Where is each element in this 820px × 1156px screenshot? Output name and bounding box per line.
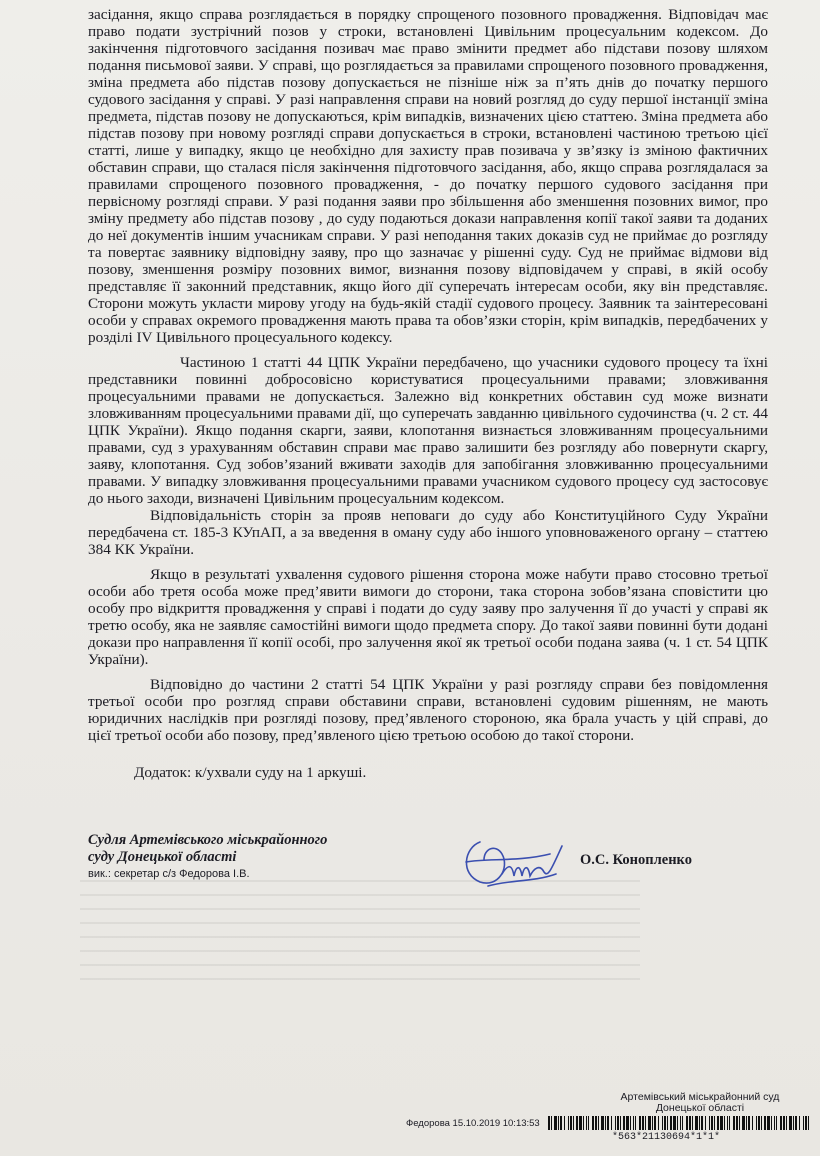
barcode-bar <box>705 1116 706 1130</box>
barcode-bar <box>633 1116 634 1130</box>
document-body <box>88 6 768 781</box>
bleed-through-shadow <box>80 880 640 990</box>
barcode-bar <box>605 1116 606 1130</box>
court-stamp-line-1: Артемівський міськрайонний суд <box>620 1091 780 1103</box>
barcode-bar <box>767 1116 770 1130</box>
barcode-text: *563*21130694*1*1* <box>612 1132 721 1143</box>
barcode-bar <box>583 1116 584 1130</box>
handwritten-signature <box>458 828 568 894</box>
barcode-bar <box>652 1116 653 1130</box>
barcode-bar <box>564 1116 565 1130</box>
registration-stamp: Федорова 15.10.2019 10:13:53 <box>406 1118 540 1129</box>
barcode-bar <box>742 1116 745 1130</box>
barcode-bar <box>746 1116 747 1130</box>
paragraph-2: Частиною 1 статті 44 ЦПК України передбачено, що учасники судового процесу та їхні представники повинні добросовісно користуватися процесуальними правами; зловживання процесуальними правами не допускається. Залежно від конкретних обставин суд може визнати зловживанням процесуальними правами дії, що суперечать завданню цивільного судочинства (ч. 2 ст. 44 ЦПК України). Якщо подання скарги, заяви, клопотання визнається зловживанням процесуальними правами, суд з урахуванням обставин справи має право залишити без розгляду або повернути скаргу, заяву, клопотання. Суд зобов’язаний вживати заходів для запобігання зловживанню процесуальними правами. У випадку зловживання процесуальними правами учасником судового процесу суд застосовує до нього заходи, визначені Цивільним процесуальним кодексом. <box>88 354 768 507</box>
barcode-bar <box>805 1116 807 1130</box>
barcode-bar <box>758 1116 760 1130</box>
barcode-bar <box>573 1116 574 1130</box>
barcode-bar <box>699 1116 700 1130</box>
barcode-bar <box>692 1116 693 1130</box>
judge-title-line-1: Судля Артемівського міськрайонного <box>88 832 328 848</box>
judge-title <box>88 832 327 866</box>
barcode-bar <box>789 1116 792 1130</box>
barcode-bar <box>654 1116 656 1130</box>
barcode-bar <box>748 1116 750 1130</box>
barcode-bar <box>701 1116 703 1130</box>
barcode-bar <box>662 1116 663 1130</box>
court-stamp <box>590 1092 810 1114</box>
barcode-bar <box>568 1116 569 1130</box>
barcode-bar <box>689 1116 691 1130</box>
paragraph-1: засідання, якщо справа розглядається в порядку спрощеного позовного провадження. Відповідач має право подати зустрічний позов у строки, встановлені Цивільним процесуальним кодексом. До закінчення підготовчого засідання позивач має право змінити предмет або підстави позову шляхом подання письмової заяви. У справі, що розглядається за правилами спрощеного позовного провадження, зміна предмета або підстав позову допускається не пізніше ніж за п’ять днів до початку першого судового засідання у справі. У разі направлення справи на новий розгляд до суду першої інстанції зміна предмета, підстав позову не допускаються, крім випадків, визначених цією статтею. Зміна предмета або підстав позову при новому розгляді справи допускається в строки, встановлені частиною третьою цієї статті, лише у випадку, якщо це необхідно для захисту прав позивача у зв’язку із зміною фактичних обставин справи, що сталася після закінчення підготовчого засідання, або, якщо справа розглядалася за правилами спрощеного позовного провадження, - до початку першого судового засідання при первісному розгляді справи. У разі подання заяви про збільшення або зменшення позовних вимог, про зміну предмету або підстав позову , до суду подаються докази направлення копії такої заяви та доданих до неї документів іншим учасникам справи. У разі неподання таких доказів суд не приймає до розгляду та повертає заявнику відповідну заяву, про що зазначає у рішенні суду. Суд не приймає відмови від позову, зменшення розміру позовних вимог, визнання позову відповідачем у справі, в якій особу представляє її законний представник, якщо його дії суперечать інтересам особи, яку він представляє. Сторони можуть укласти мирову угоду на будь-якій стадії судового процесу. Заявник та заінтересовані особи у справах окремого провадження мають права та обов’язки сторін, крім випадків, передбачених у розділі IV Цивільного процесуального кодексу. <box>88 6 768 346</box>
barcode-bar <box>776 1116 777 1130</box>
barcode-bar <box>682 1116 683 1130</box>
barcode-bar <box>717 1116 719 1130</box>
barcode-bar <box>548 1116 550 1130</box>
barcode-bar <box>611 1116 612 1130</box>
barcode-bar <box>623 1116 625 1130</box>
barcode-bar <box>598 1116 599 1130</box>
barcode-bar <box>576 1116 578 1130</box>
barcode-bar <box>615 1116 616 1130</box>
barcode-bar <box>620 1116 621 1130</box>
barcode-bar <box>780 1116 782 1130</box>
barcode-bar <box>677 1116 678 1130</box>
barcode-bar <box>736 1116 738 1130</box>
secretary-note: вик.: секретар с/з Федорова І.В. <box>88 868 250 880</box>
barcode-bar <box>595 1116 597 1130</box>
barcode-bar <box>554 1116 557 1130</box>
barcode-bar <box>786 1116 787 1130</box>
barcode-bar <box>724 1116 725 1130</box>
signature-block <box>88 832 768 892</box>
barcode-bar <box>714 1116 715 1130</box>
barcode-bar <box>764 1116 766 1130</box>
barcode-bar <box>570 1116 572 1130</box>
barcode-bar <box>617 1116 619 1130</box>
barcode-bar <box>680 1116 681 1130</box>
barcode-bar <box>607 1116 609 1130</box>
paragraph-5: Відповідно до частини 2 статті 54 ЦПК України у разі розгляду справи без повідомлення третьої особи про розгляд справи обставини справи, встановлені судовим рішенням, не мають юридичних наслідків при розгляді позову, пред’явленого стороною, яка брала участь у цій справі, до цієї третьої особи або позову, пред’явленого цією третьою особою до такої сторони. <box>88 676 768 744</box>
barcode-bar <box>783 1116 785 1130</box>
barcode-bar <box>658 1116 659 1130</box>
barcode-bar <box>586 1116 587 1130</box>
barcode-bar <box>601 1116 604 1130</box>
barcode-bar <box>673 1116 676 1130</box>
registration-footer <box>400 1092 820 1152</box>
barcode-bar <box>774 1116 775 1130</box>
barcode-bar <box>793 1116 794 1130</box>
barcode-bar <box>711 1116 713 1130</box>
barcode-bar <box>664 1116 666 1130</box>
barcode-bar <box>771 1116 772 1130</box>
barcode-bar <box>695 1116 698 1130</box>
barcode-bar <box>551 1116 552 1130</box>
paragraph-3: Відповідальність сторін за прояв неповаги до суду або Конституційного Суду України передбачена ст. 185-3 КУпАП, а за введення в оману суду або іншого уповноваженого органу – статтею 384 КК України. <box>88 507 768 558</box>
barcode-bar <box>795 1116 797 1130</box>
barcode-bar <box>592 1116 594 1130</box>
barcode <box>548 1116 810 1130</box>
barcode-bar <box>720 1116 723 1130</box>
barcode-bar <box>642 1116 644 1130</box>
barcode-bar <box>626 1116 629 1130</box>
barcode-bar <box>558 1116 559 1130</box>
barcode-bar <box>752 1116 753 1130</box>
judge-title-line-2: суду Донецької області <box>88 849 237 865</box>
barcode-bar <box>727 1116 728 1130</box>
barcode-bar <box>761 1116 762 1130</box>
barcode-bar <box>808 1116 809 1130</box>
paragraph-4: Якщо в результаті ухвалення судового рішення сторона може набути право стосовно третьої особи або третя особа може пред’явити вимоги до сторони, така сторона зобов’язана сповістити цю особу про відкриття провадження у справі і подати до суду заяву про залучення її до участі у справі як третю особу, яка не заявляє самостійні вимоги щодо предмета спору. До такої заяви повинні бути додані докази про направлення її копії особі, про залучення якої як третьої особи подана заява (ч. 1 ст. 54 ЦПК України). <box>88 566 768 668</box>
barcode-bar <box>686 1116 688 1130</box>
barcode-bar <box>733 1116 735 1130</box>
barcode-bar <box>635 1116 636 1130</box>
attachment-note: Додаток: к/ухвали суду на 1 аркуші. <box>134 764 367 781</box>
barcode-bar <box>645 1116 646 1130</box>
barcode-bar <box>670 1116 672 1130</box>
barcode-bar <box>803 1116 804 1130</box>
barcode-bar <box>639 1116 641 1130</box>
judge-name: О.С. Конопленко <box>580 852 692 868</box>
barcode-bar <box>648 1116 651 1130</box>
court-stamp-line-2: Донецької області <box>655 1102 745 1114</box>
barcode-bar <box>709 1116 710 1130</box>
barcode-bar <box>667 1116 668 1130</box>
barcode-bar <box>560 1116 562 1130</box>
barcode-bar <box>630 1116 631 1130</box>
barcode-bar <box>739 1116 740 1130</box>
barcode-bar <box>799 1116 800 1130</box>
barcode-bar <box>729 1116 730 1130</box>
barcode-bar <box>579 1116 582 1130</box>
barcode-bar <box>756 1116 757 1130</box>
barcode-bar <box>588 1116 589 1130</box>
